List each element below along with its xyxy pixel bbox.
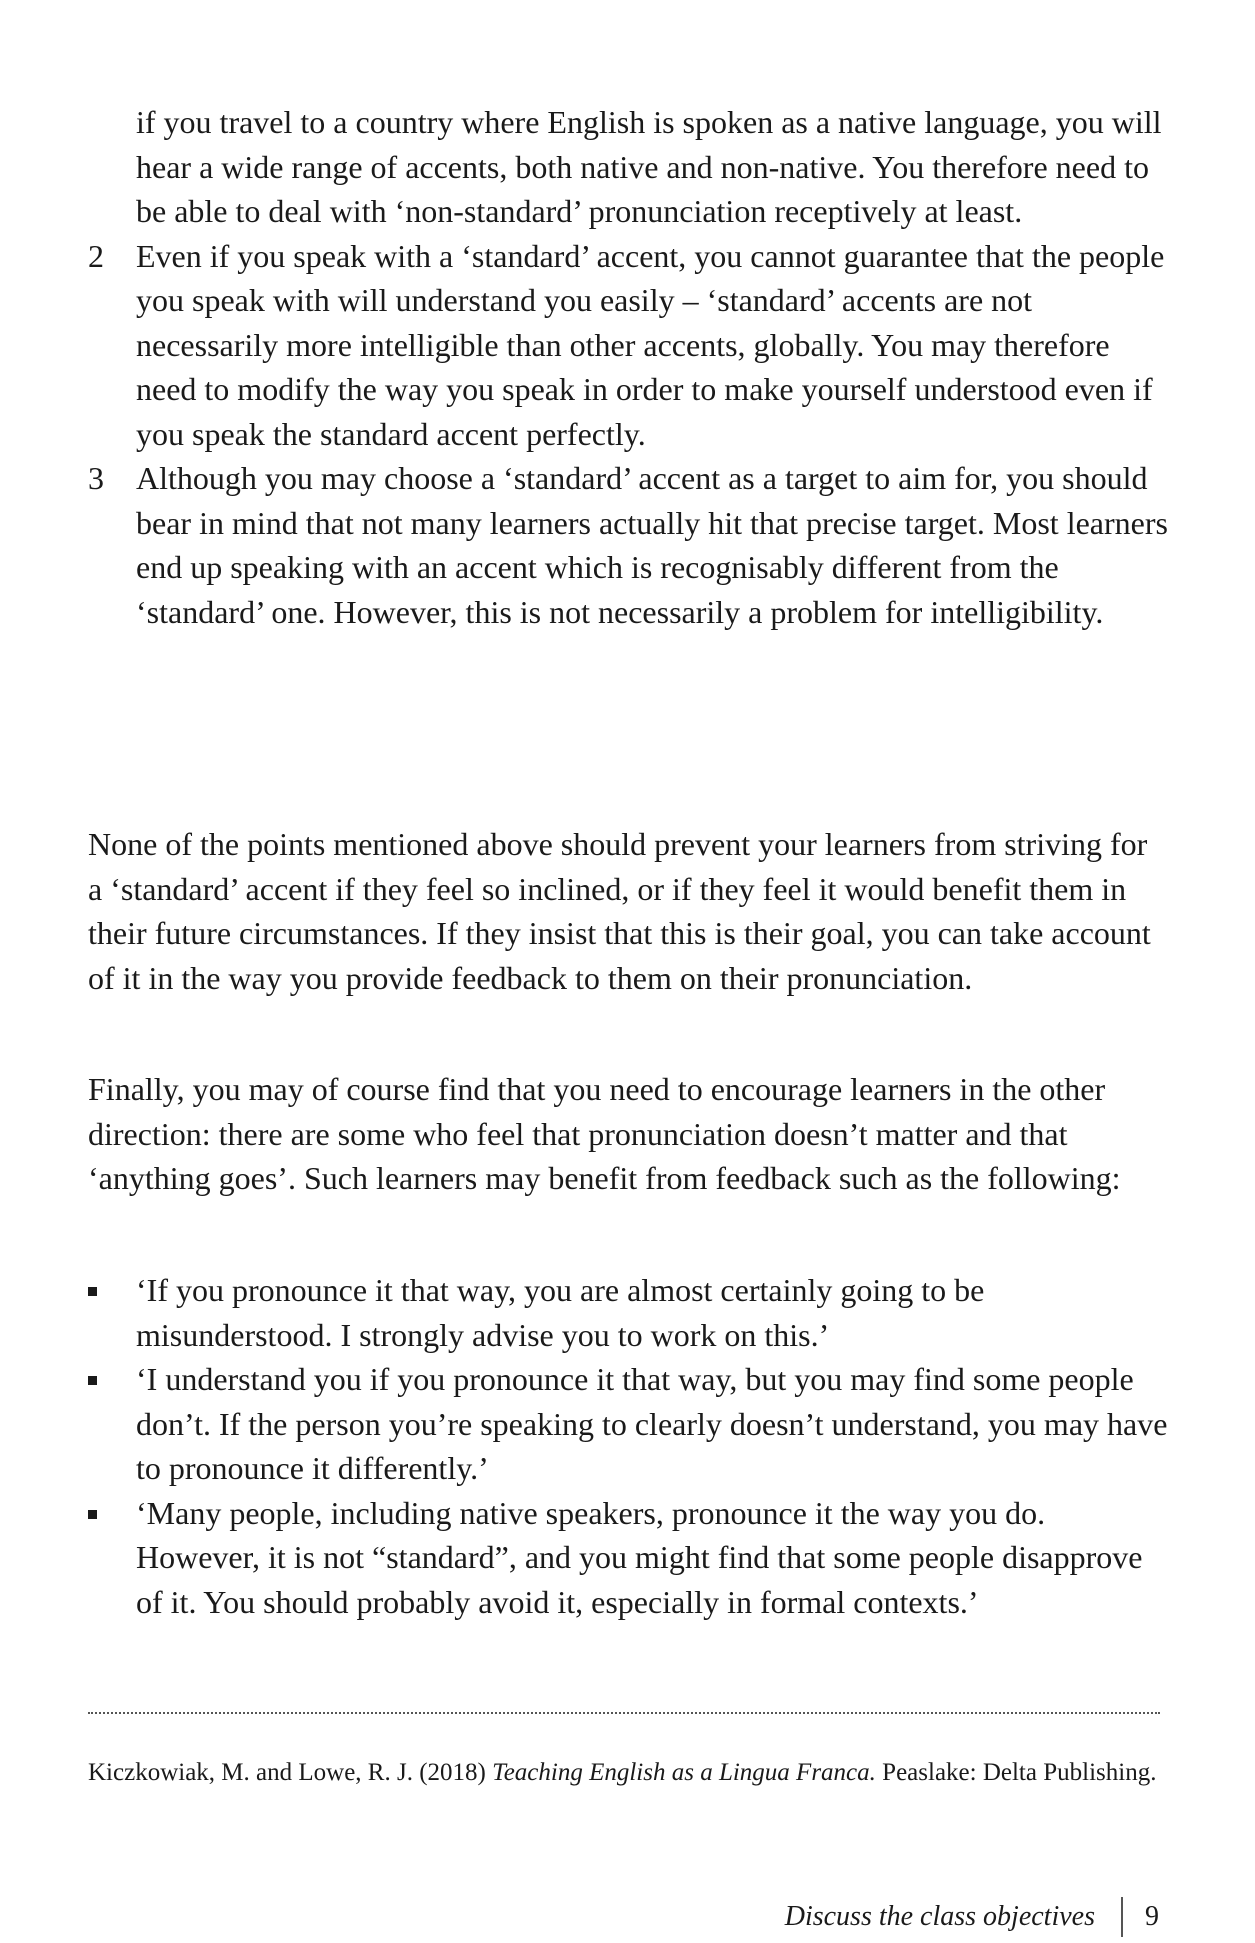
list-item-continuation xyxy=(88,100,1168,234)
bullet-item xyxy=(88,1268,1168,1357)
reference-title: Teaching English as a Lingua Franca. xyxy=(492,1759,876,1786)
square-bullet-icon xyxy=(88,1287,97,1296)
paragraph-encourage-learners: Finally, you may of course find that you need to encourage learners in the other direction: there are some who feel that pronunciation doesn’t matter and that ‘anything goes’. Such learners may benefit from feedback such as the following: xyxy=(88,1071,1121,1196)
reference-publisher: Peaslake: Delta Publishing. xyxy=(882,1759,1157,1786)
reference-citation xyxy=(88,1755,1168,1790)
bullet-item xyxy=(88,1357,1168,1491)
list-item-text: Although you may choose a ‘standard’ accent as a target to aim for, you should bear in mind that not many learners actually hit that precise target. Most learners end up speaking with an accent which is recognisably different from the ‘standard’ one. However, this is not necessarily a problem for intelligibility. xyxy=(136,460,1168,630)
square-bullet-icon xyxy=(88,1376,97,1385)
page-number: 9 xyxy=(1145,1901,1159,1932)
list-item-number: 2 xyxy=(88,237,104,274)
list-item-number: 3 xyxy=(88,460,104,496)
bullet-text: ‘If you pronounce it that way, you are almost certainly going to be misunderstood. I strongly advise you to work on this.’ xyxy=(136,1272,985,1353)
list-item-3 xyxy=(88,456,1168,634)
running-section-title: Discuss the class objectives xyxy=(784,1901,1095,1932)
list-item-text: Even if you speak with a ‘standard’ accent, you cannot guarantee that the people you speak with will understand you easily – ‘standard’ accents are not necessarily more intelligible than other accents, globally. You may therefore need to modify the way you speak in order to make yourself understood even if you speak the standard accent perfectly. xyxy=(136,237,1165,452)
bullet-item xyxy=(88,1491,1168,1625)
square-bullet-icon xyxy=(88,1510,97,1519)
reference-authors: Kiczkowiak, M. and Lowe, R. J. (2018) xyxy=(88,1759,486,1786)
list-item-text: if you travel to a country where English is spoken as a native language, you will hear a wide range of accents, both native and non-native. You therefore need to be able to deal with ‘non-standard’ pronunciation receptively at least. xyxy=(136,104,1162,229)
feedback-bullet-list xyxy=(88,1268,1168,1624)
bullet-text: ‘I understand you if you pronounce it that way, but you may find some people don’t. If the person you’re speaking to clearly doesn’t understand, you may have to pronounce it differently.’ xyxy=(136,1361,1168,1486)
bullet-text: ‘Many people, including native speakers, pronounce it the way you do. However, it is not “standard”, and you might find that some people disapprove of it. You should probably avoid it, especially in formal contexts.’ xyxy=(136,1494,1143,1620)
page-footer xyxy=(785,1895,1159,1939)
paragraph-standard-accent: None of the points mentioned above should prevent your learners from striving for a ‘standard’ accent if they feel so inclined, or if they feel it would benefit them in their future circumstances. If they insist that this is their goal, you can take account of it in the way you provide feedback to them on their pronunciation. xyxy=(88,826,1151,996)
list-item-2 xyxy=(88,234,1168,457)
dotted-divider xyxy=(88,1712,1160,1714)
numbered-list xyxy=(88,100,1168,634)
footer-separator xyxy=(1121,1897,1123,1937)
